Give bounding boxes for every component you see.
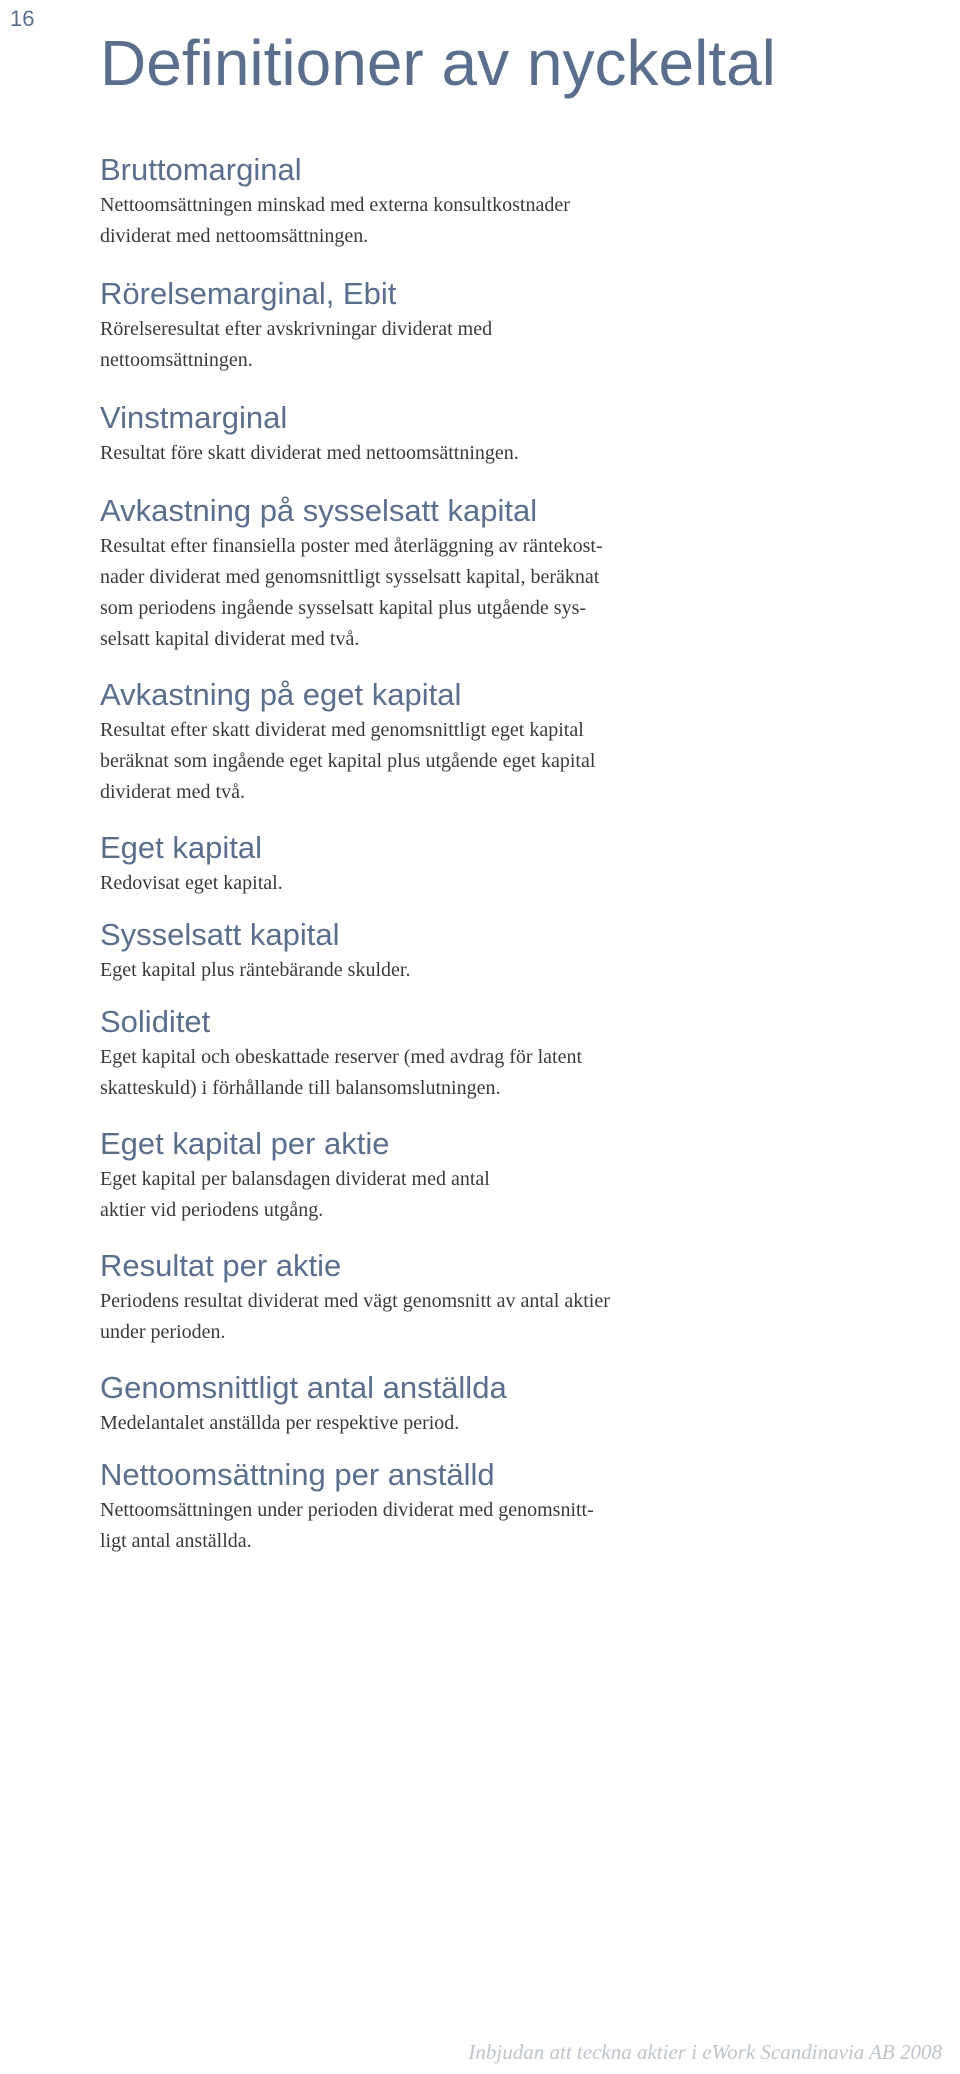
definition-description-line: som periodens ingående sysselsatt kapital plus utgående sys-: [100, 597, 587, 619]
definitions-list: [100, 150, 700, 1557]
definition-item: [100, 915, 700, 986]
definition-term: Genomsnittligt antal anställda: [100, 1370, 507, 1405]
definition-term: Vinstmarginal: [100, 400, 288, 435]
definition-term: Avkastning på eget kapital: [100, 677, 462, 712]
definition-description-line: Resultat efter skatt dividerat med genomsnittligt eget kapital: [100, 719, 584, 741]
definition-item: [100, 675, 700, 808]
definition-description-line: dividerat med nettoomsättningen.: [100, 225, 369, 247]
page-footer: Inbjudan att teckna aktier i eWork Scandinavia AB 2008: [468, 2040, 942, 2064]
definition-description-line: Nettoomsättningen minskad med externa konsultkostnader: [100, 194, 570, 216]
definition-term: Soliditet: [100, 1004, 211, 1039]
definition-term: Sysselsatt kapital: [100, 917, 340, 952]
definition-description-line: Eget kapital och obeskattade reserver (med avdrag för latent: [100, 1046, 583, 1068]
definition-term: Rörelsemarginal, Ebit: [100, 276, 397, 311]
definition-description-line: Resultat efter finansiella poster med återläggning av räntekost-: [100, 535, 603, 557]
definition-description-line: Rörelseresultat efter avskrivningar dividerat med: [100, 318, 493, 340]
definition-item: [100, 274, 700, 376]
definition-description-line: dividerat med två.: [100, 781, 245, 803]
definition-item: [100, 1124, 700, 1226]
definition-item: [100, 1455, 700, 1557]
definition-term: Nettoomsättning per anställd: [100, 1457, 495, 1492]
definition-description-line: skatteskuld) i förhållande till balansomslutningen.: [100, 1077, 501, 1099]
definition-description-line: beräknat som ingående eget kapital plus utgående eget kapital: [100, 750, 596, 772]
definition-description-line: nettoomsättningen.: [100, 349, 253, 371]
definition-item: [100, 828, 700, 899]
definition-term: Avkastning på sysselsatt kapital: [100, 493, 538, 528]
definition-item: [100, 1002, 700, 1104]
page-number: 16: [10, 6, 35, 31]
definition-description-line: nader dividerat med genomsnittligt sysselsatt kapital, beräknat: [100, 566, 600, 588]
definition-description-line: aktier vid periodens utgång.: [100, 1199, 324, 1221]
definition-description-line: Medelantalet anställda per respektive period.: [100, 1412, 460, 1434]
definition-term: Eget kapital per aktie: [100, 1126, 390, 1161]
definition-item: [100, 398, 700, 469]
definition-term: Bruttomarginal: [100, 152, 302, 187]
definition-description-line: under perioden.: [100, 1321, 226, 1343]
definition-description-line: Redovisat eget kapital.: [100, 872, 283, 894]
definition-description-line: Eget kapital plus räntebärande skulder.: [100, 959, 411, 981]
definition-description-line: Resultat före skatt dividerat med nettoomsättningen.: [100, 442, 519, 464]
definition-term: Resultat per aktie: [100, 1248, 342, 1283]
definition-item: [100, 150, 700, 252]
definition-term: Eget kapital: [100, 830, 262, 865]
definition-description-line: Nettoomsättningen under perioden dividerat med genomsnitt-: [100, 1499, 594, 1521]
definition-description-line: selsatt kapital dividerat med två.: [100, 628, 360, 650]
definition-item: [100, 491, 700, 655]
definition-item: [100, 1368, 700, 1439]
definition-description-line: Eget kapital per balansdagen dividerat med antal: [100, 1168, 490, 1190]
page-title: Definitioner av nyckeltal: [100, 27, 776, 99]
definition-description-line: ligt antal anställda.: [100, 1530, 252, 1552]
definition-item: [100, 1246, 700, 1348]
definition-description-line: Periodens resultat dividerat med vägt genomsnitt av antal aktier: [100, 1290, 610, 1312]
